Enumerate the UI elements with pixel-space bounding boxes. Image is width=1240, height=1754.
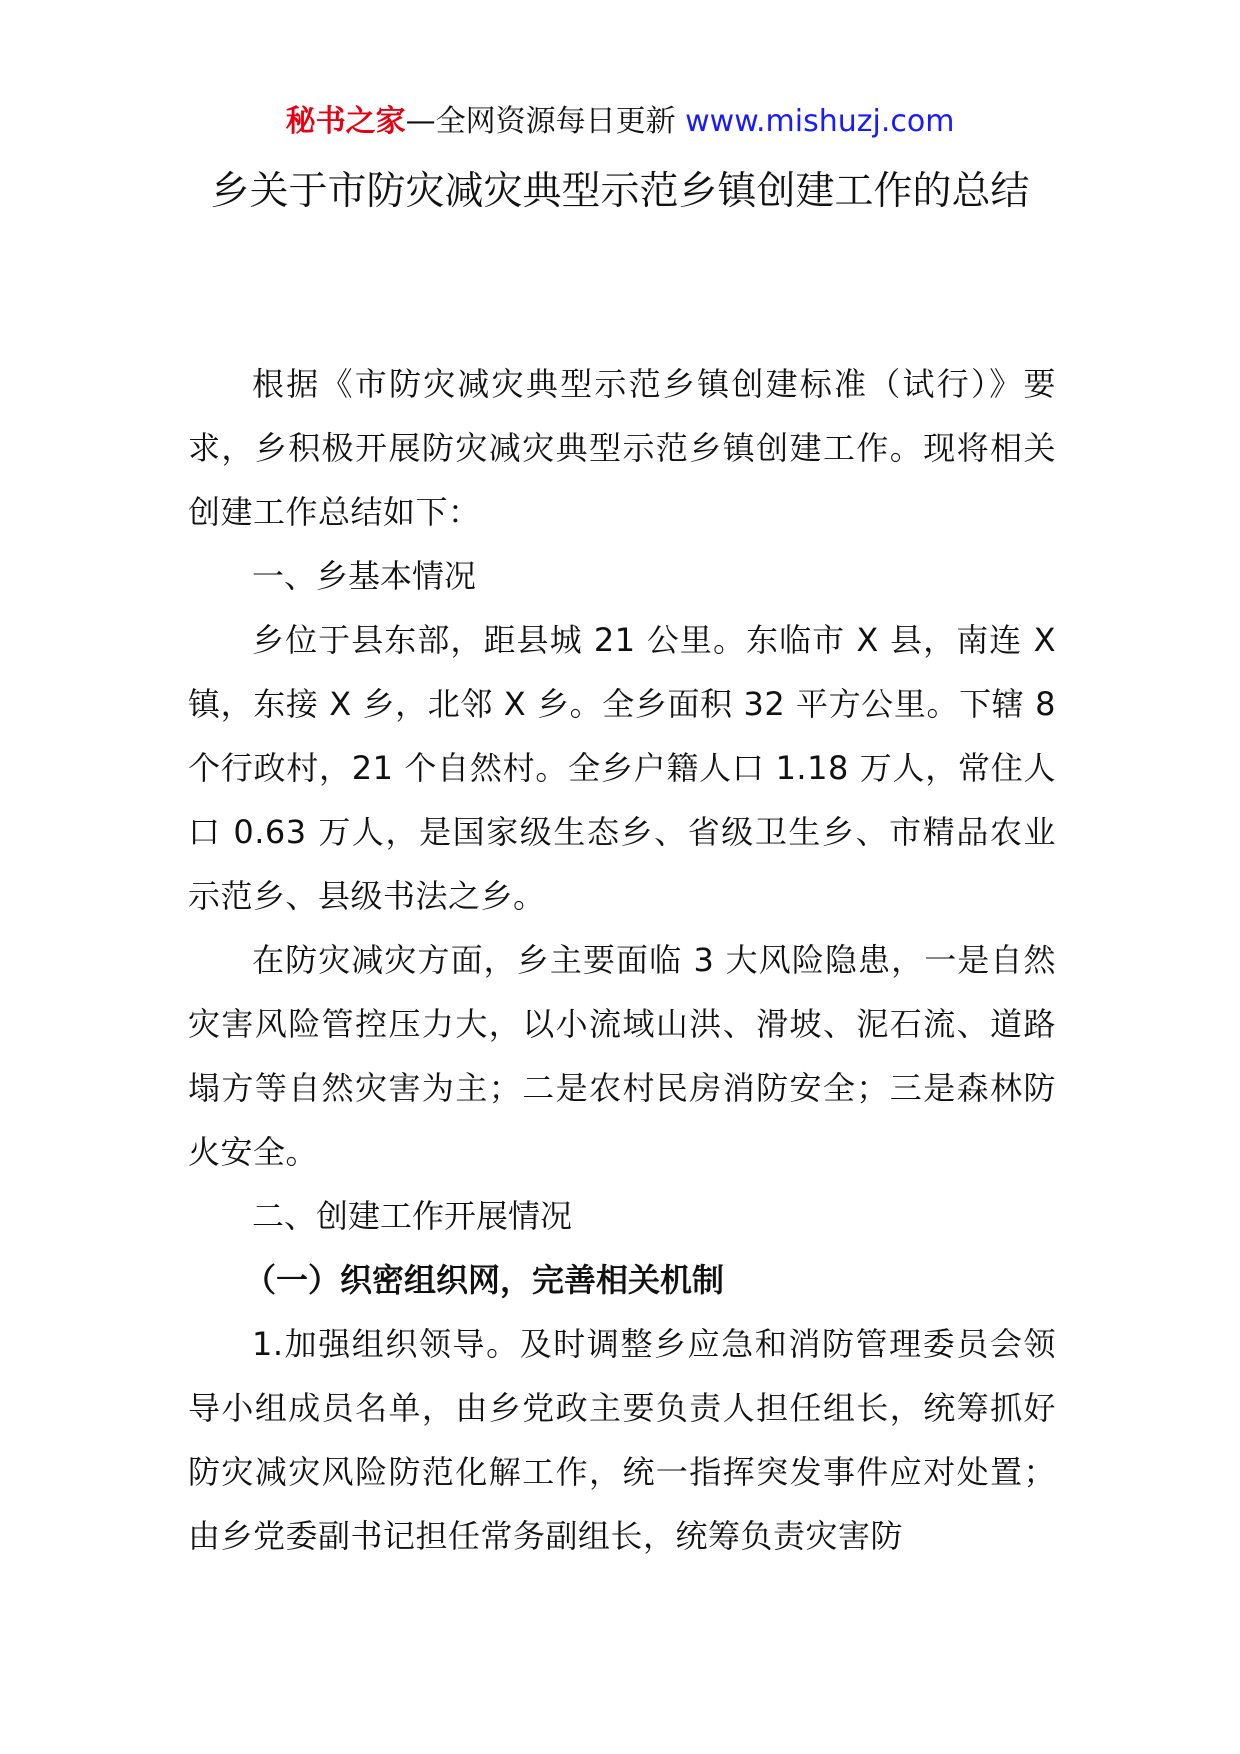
document-title: 乡关于市防灾减灾典型示范乡镇创建工作的总结 bbox=[210, 169, 1030, 214]
site-tagline: —全网资源每日更新 bbox=[405, 104, 686, 139]
subsection-heading-organization: （一）织密组织网，完善相关机制 bbox=[244, 1261, 725, 1299]
site-header bbox=[0, 100, 1240, 144]
site-url-link[interactable]: www.mishuzj.com bbox=[685, 104, 955, 139]
paragraph-location: 乡位于县东部，距县城 21 公里。东临市 X 县，南连 X 镇，东接 X 乡，北邻 X 乡。全乡面积 32 平方公里。下辖 8 个行政村，21 个自然村。全乡户籍人口 1.18 万人，常住人口 0.63 万人，是国家级生态乡、省级卫生乡、市精品农业示范乡、县级书法之乡。 bbox=[188, 621, 1056, 915]
section-heading-work-progress: 二、创建工作开展情况 bbox=[252, 1197, 573, 1235]
document-body bbox=[188, 352, 1056, 1568]
intro-paragraph: 根据《市防灾减灾典型示范乡镇创建标准（试行）》要求，乡积极开展防灾减灾典型示范乡镇创建工作。现将相关创建工作总结如下： bbox=[188, 365, 1056, 531]
paragraph-risks: 在防灾减灾方面，乡主要面临 3 大风险隐患，一是自然灾害风险管控压力大，以小流域山洪、滑坡、泥石流、道路塌方等自然灾害为主；二是农村民房消防安全；三是森林防火安全。 bbox=[188, 941, 1056, 1171]
paragraph-leadership: 1.加强组织领导。及时调整乡应急和消防管理委员会领导小组成员名单，由乡党政主要负责人担任组长，统筹抓好防灾减灾风险防范化解工作，统一指挥突发事件应对处置；由乡党委副书记担任常务副组长，统筹负责灾害防 bbox=[188, 1325, 1056, 1555]
section-heading-basic-situation: 一、乡基本情况 bbox=[252, 557, 477, 595]
brand-name: 秘书之家 bbox=[285, 104, 406, 139]
